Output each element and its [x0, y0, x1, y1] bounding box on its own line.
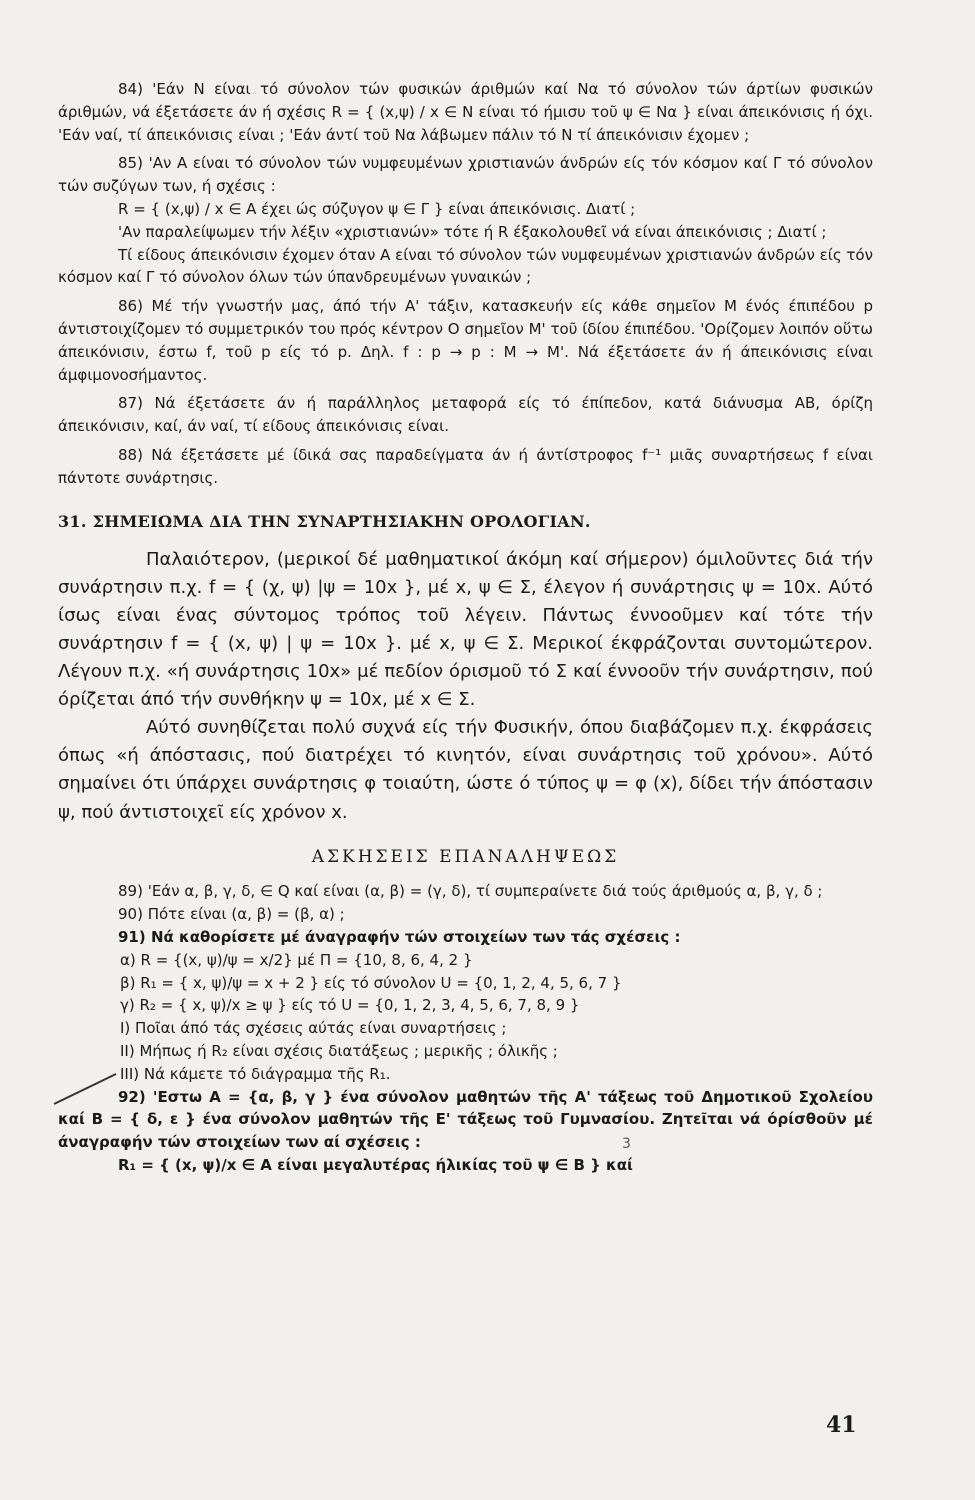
- exercise-91-ii: II) Μήπως ή R₂ είναι σχέσις διατάξεως ; μερικῆς ; όλικῆς ;: [120, 1042, 558, 1061]
- exercise-85-relation: R = { (x,ψ) / x ∈ A έχει ώς σύζυγον ψ ∈ Γ } είναι άπεικόνισις. Διατί ;: [118, 199, 636, 218]
- section-paragraph-2: Αύτό συνηθίζεται πολύ συχνά είς τήν Φυσικήν, όπου διαβάζομεν π.χ. έκφράσεις όπως «ή άπόστασις, πού διατρέχει τό κινητόν, είναι συνάρτησις τοῦ χρόνου». Αύτό σημαίνει ότι ύπάρχει συνάρτησις φ τοιαύτη, ώστε ό τύπος ψ = φ (x), δίδει τήν άπόστασιν ψ, πού άντιστοιχεῖ είς χρόνον x.: [58, 717, 873, 823]
- review-heading: ΑΣΚΗΣΕΙΣ ΕΠΑΝΑΛΗΨΕΩΣ: [311, 846, 620, 867]
- exercise-91-b: β) R₁ = { x, ψ)/ψ = x + 2 } είς τό σύνολον U = {0, 1, 2, 4, 5, 6, 7 }: [120, 973, 622, 992]
- exercise-88: 88) Νά έξετάσετε μέ ίδικά σας παραδείγματα άν ή άντίστροφος f⁻¹ μιᾶς συναρτήσεως f είναι πάντοτε συνάρτησις.: [58, 445, 873, 487]
- exercise-90: 90) Πότε είναι (α, β) = (β, α) ;: [118, 905, 345, 924]
- exercise-91-iii: III) Νά κάμετε τό διάγραμμα τῆς R₁.: [120, 1064, 391, 1083]
- pencil-mark-3: 3: [622, 1136, 631, 1152]
- exercise-85-question: 'Αν παραλείψωμεν τήν λέξιν «χριστιανών» τότε ή R έξακολουθεῖ νά είναι άπεικόνισις ; Διατί ;: [118, 222, 827, 241]
- exercise-85-followup: Τί είδους άπεικόνισιν έχομεν όταν Α είναι τό σύνολον τών νυμφευμένων χριστιανών άνδρών είς τόν κόσμον καί Γ τό σύνολον όλων τών ύπανδρευμένων γυναικών ;: [58, 245, 873, 287]
- exercise-92-relation: R₁ = { (x, ψ)/x ∈ A είναι μεγαλυτέρας ήλικίας τοῦ ψ ∈ B } καί: [118, 1156, 633, 1175]
- section-paragraph-1: Παλαιότερον, (μερικοί δέ μαθηματικοί άκόμη καί σήμερον) όμιλοῦντες διά τήν συνάρτησιν π.χ. f = { (χ, ψ) |ψ = 10x }, μέ x, ψ ∈ Σ, έλεγον ή συνάρτησις ψ = 10x. Αύτό ίσως είναι ένας σύντομος τρόπος τοῦ λέγειν. Πάντως έννοοῦμεν καί τότε τήν συνάρτησιν f = { (x, ψ) | ψ = 10x }. μέ x, ψ ∈ Σ. Μερικοί έκφράζονται συντομώτερον. Λέγουν π.χ. «ή συνάρτησις 10x» μέ πεδίον όρισμοῦ τό Σ καί έννοοῦν τήν συνάρτησιν, πού όρίζεται άπό τήν συνθήκην ψ = 10x, μέ x ∈ Σ.: [58, 548, 873, 711]
- exercise-84: 84) 'Εάν Ν είναι τό σύνολον τών φυσικών άριθμών καί Να τό σύνολον τών άρτίων φυσικών άριθμών, νά έξετάσετε άν ή σχέσις R = { (x,ψ) / x ∈ N είναι τό ήμισυ τοῦ ψ ∈ Να } είναι άπεικόνισις ή όχι. 'Εάν ναί, τί άπεικόνισις είναι ; 'Εάν άντί τοῦ Να λάβωμεν πάλιν τό Ν τί άπεικόνισιν έχομεν ;: [58, 80, 873, 144]
- exercise-91-i: I) Ποῖαι άπό τάς σχέσεις αύτάς είναι συναρτήσεις ;: [120, 1019, 507, 1038]
- section-heading: 31. ΣΗΜΕΙΩΜΑ ΔΙΑ ΤΗΝ ΣΥΝΑΡΤΗΣΙΑΚΗΝ ΟΡΟΛΟΓΙΑΝ.: [58, 511, 591, 531]
- exercise-92: 92) 'Εστω Α = {α, β, γ } ένα σύνολον μαθητών τῆς Α' τάξεως τοῦ Δημοτικοῦ Σχολείου καί Β = { δ, ε } ένα σύνολον μαθητών τῆς Ε' τάξεως τοῦ Γυμνασίου. Ζητεῖται νά όρίσθοῦν μέ άναγραφήν τών στοιχείων των αί σχέσεις :: [58, 1087, 873, 1152]
- exercise-85: 85) 'Αν Α είναι τό σύνολον τών νυμφευμένων χριστιανών άνδρών είς τόν κόσμον καί Γ τό σύνολον τών συζύγων των, ή σχέσις :: [58, 154, 873, 196]
- exercise-91-c: γ) R₂ = { x, ψ)/x ≥ ψ } είς τό U = {0, 1, 2, 3, 4, 5, 6, 7, 8, 9 }: [120, 996, 580, 1015]
- exercise-89: 89) 'Εάν α, β, γ, δ, ∈ Q καί είναι (α, β) = (γ, δ), τί συμπεραίνετε διά τούς άριθμούς α, β, γ, δ ;: [118, 882, 823, 901]
- exercise-86: 86) Μέ τήν γνωστήν μας, άπό τήν Α' τάξιν, κατασκευήν είς κάθε σημεῖον Μ ένός έπιπέδου p άντιστοιχίζομεν τό συμμετρικόν του πρός κέντρον Ο σημεῖον Μ' τοῦ ίδίου έπιπέδου. 'Ορίζομεν λοιπόν οὕτω άπεικόνισιν, έστω f, τοῦ p είς τό p. Δηλ. f : p → p : M → M'. Νά έξετάσετε άν ή άπεικόνισις είναι άμφιμονοσήμαντος.: [58, 297, 873, 384]
- page-body: [58, 78, 873, 1177]
- exercise-91: 91) Νά καθορίσετε μέ άναγραφήν τών στοιχείων των τάς σχέσεις :: [118, 928, 681, 947]
- exercise-91-a: α) R = {(x, ψ)/ψ = x/2} μέ Π = {10, 8, 6, 4, 2 }: [120, 950, 473, 969]
- exercise-87: 87) Νά έξετάσετε άν ή παράλληλος μεταφορά είς τό έπίπεδον, κατά διάνυσμα AB, όρίζη άπεικόνισιν, καί, άν ναί, τί είδους άπεικόνισις είναι.: [58, 394, 873, 436]
- page-number: 41: [826, 1412, 857, 1438]
